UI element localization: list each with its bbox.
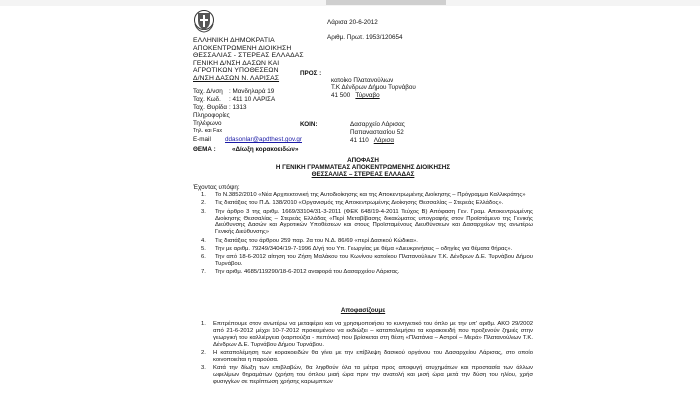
authority-line: Δ/ΝΣΗ ΔΑΣΩΝ Ν. ΛΑΡΙΣΑΣ (193, 74, 280, 82)
decisions-list (201, 321, 533, 387)
to-label: ΠΡΟΣ : (300, 70, 322, 77)
item-text: Την από 18-6-2012 αίτηση του Ζήση Μαλάκου του Κωνίνου κατοίκου Πλατανούλιων Τ.Κ. Δένδρων Δ.Ε. Τυρνάβου Δήμου Τυρνάβου. (215, 254, 533, 268)
cc-label: ΚΟΙΝ: (300, 121, 318, 128)
item-number: 3. (201, 365, 206, 372)
authority-line: ΓΕΝΙΚΗ Δ/ΝΣΗ ΔΑΣΩΝ ΚΑΙ (193, 59, 280, 67)
to-zip: 41 500 (331, 92, 351, 99)
cc-zip: 41 110 (350, 137, 369, 144)
zip-label: Ταχ. Κωδ. (193, 96, 221, 103)
fax-label: Τηλ. και Fax (193, 128, 223, 134)
list-item (201, 365, 533, 386)
to-line: Τ.Κ Δένδρων Δήμου Τυρνάβου (331, 84, 416, 91)
considerations-list (201, 192, 533, 278)
list-item (201, 209, 533, 237)
decision-subtitle: Η ΓΕΝΙΚΗ ΓΡΑΜΜΑΤΕΑΣ ΑΠΟΚΕΝΤΡΩΜΕΝΗΣ ΔΙΟΙΚΗΣΗΣ (275, 164, 451, 171)
authority-line: ΘΕΣΣΑΛΙΑΣ - ΣΤΕΡΕΑΣ ΕΛΛΑΔΑΣ (193, 52, 304, 60)
protocol-number: Αριθμ. Πρωτ. 1953/120654 (327, 34, 403, 41)
item-number: 7. (201, 269, 206, 276)
email-link[interactable]: ddasonlar@apdthest.gov.gr (225, 136, 302, 143)
item-number: 6. (201, 254, 206, 261)
decide-title: Αποφασίζουμε (340, 307, 386, 314)
email-label: E-mail (193, 136, 211, 143)
item-text: Επιτρέπουμε στον ανωτέρω να μεταφέρει και να χρησιμοποιήσει το κυνηγετικό του όπλο με την υπ' αριθμ. ΑΚΟ 29/2002 από 21-6-2012 μέχρι 10-7-2012 προκειμένου να εκδιώξει – καταπολεμήσει τα κορακοειδή που προξενούν ζημιές στην γεωργική του καλλιέργεια (καρπούζια - πεπόνια) που βρίσκεται στη θέση «Πλατάνια – Αστροί – Μερά» Πλατανούλιων Τ.Κ. Δένδρων Δ.Ε. Τυρνάβου Δήμου Τυρνάβου. (213, 321, 533, 348)
pobox-label: Ταχ. Θυρίδα (193, 104, 228, 111)
item-text: Την αριθμ. 4685/119290/18-6-2012 αναφορά του Δασαρχείου Λάρισας. (215, 269, 400, 276)
cc-line: Δασαρχείο Λάρισας (350, 121, 405, 128)
item-text: Την άρθρο 3 της αριθμ. 1669/33104/31-3-2011 (ΦΕΚ 648/19-4-2011 Τεύχος Β) Απόφαση Γεν. Γραμ. Αποκεντρωμένης Διοίκησης Θεσσαλίας – Στερεάς Ελλάδας «Περί Μεταβίβασης δικαιώματος υπογραφής στον Προϊστάμενο της Γενικής Διεύθυνσης Δασών και Αγροτικών Υποθέσεων και στους Προϊσταμένους Διευθύνσεων και Δασαρχείων της ανωτέρω Γενικής Διεύθυνσης» (215, 208, 533, 236)
pobox-value: : 1313 (229, 104, 247, 111)
place-date: Λάρισα 20-6-2012 (327, 19, 378, 26)
subject-value: «Δίωξη κορακοειδών» (232, 146, 299, 153)
scan-artifact (326, 0, 446, 5)
item-number: 2. (201, 350, 206, 357)
authority-line: ΕΛΛΗΝΙΚΗ ΔΗΜΟΚΡΑΤΙΑ (193, 37, 275, 44)
list-item (201, 238, 533, 245)
to-line: κατοίκο Πλατανούλιων (331, 77, 394, 84)
to-city-line (331, 92, 380, 99)
item-number: 1. (201, 321, 206, 327)
list-item (201, 321, 533, 349)
phone-label: Τηλέφωνο (193, 120, 222, 127)
address-label: Ταχ. Δ/νση (193, 88, 223, 95)
greek-emblem-icon (193, 8, 215, 34)
address-value: : Μανδηλαρά 19 (229, 88, 275, 95)
item-number: 1. (201, 192, 206, 198)
zip-value: : 411 10 ΛΑΡΙΣΑ (229, 96, 276, 103)
cc-city: Λάρισα (373, 137, 395, 144)
item-number: 3. (201, 208, 206, 215)
considerations-intro: Έχοντας υπόψη: (193, 184, 240, 191)
list-item (201, 246, 533, 253)
list-item (201, 350, 533, 364)
authority-line: ΑΓΡΟΤΙΚΩΝ ΥΠΟΘΕΣΕΩΝ (193, 67, 279, 75)
to-city: Τύρναβο (355, 92, 380, 99)
item-text: Τις διατάξεις του άρθρου 259 παρ. 2α του Ν.Δ. 86/69 «περί Δασικού Κώδικα». (215, 237, 418, 244)
decision-title: ΑΠΟΦΑΣΗ (347, 157, 379, 164)
list-item (201, 192, 533, 199)
list-item (201, 200, 533, 207)
decision-subtitle: ΘΕΣΣΑΛΙΑΣ – ΣΤΕΡΕΑΣ ΕΛΛΑΔΑΣ (311, 171, 415, 178)
item-number: 2. (201, 200, 206, 207)
authority-line: ΑΠΟΚΕΝΤΡΩΜΕΝΗ ΔΙΟΙΚΗΣΗ (193, 44, 292, 52)
subject-label: ΘΕΜΑ : (193, 146, 216, 153)
info-label: Πληροφορίες (193, 112, 230, 119)
item-text: Το Ν.3852/2010 «Νέα Αρχιτεκτονική της Αυτοδιοίκησης και της Αποκεντρωμένης Διοίκησης – Πρόγραμμα Καλλικράτης» (215, 192, 526, 198)
item-text: Την με αριθμ. 79249/3404/19-7-1996 Δ/γή του Υπ. Γεωργίας με θέμα «Διευκρινήσεις – οδηγίες για θέματα θήρας». (215, 245, 513, 252)
cc-line: Παπαναστασίου 52 (350, 129, 404, 136)
item-number: 5. (201, 245, 206, 252)
item-text: Κατά την δίωξη των επιβλαβών, θα ληφθούν όλα τα μέτρα προς αποφυγή ατυχημάτων και προστασία των άλλων ωφελίμων θηραμάτων (χρήση του όπλου μιαή ώρα πριν την ανατολή και μισή ώρα μετά την δύση του ηλίου, χρήσ φυσιγγίων σε περίπτωση χρήσης καρωμπτων (213, 365, 533, 386)
list-item (201, 269, 533, 276)
item-text: Η καταπολέμηση των κορακοειδών θα γίνει με την επίβλεψη δασικού οργάνου του Δασαρχείου Λάρισας, στο οποίο κοινοποιείται η παρούσα. (213, 350, 533, 363)
item-number: 4. (201, 237, 206, 244)
list-item (201, 254, 533, 268)
authority-header (193, 37, 304, 83)
cc-city-line (350, 137, 394, 144)
item-text: Τις διατάξεις του Π.Δ. 138/2010 «Οργανισμός της Αποκεντρωμένης Διοίκησης Θεσσαλίας – Στερεάς Ελλάδος». (215, 200, 504, 207)
